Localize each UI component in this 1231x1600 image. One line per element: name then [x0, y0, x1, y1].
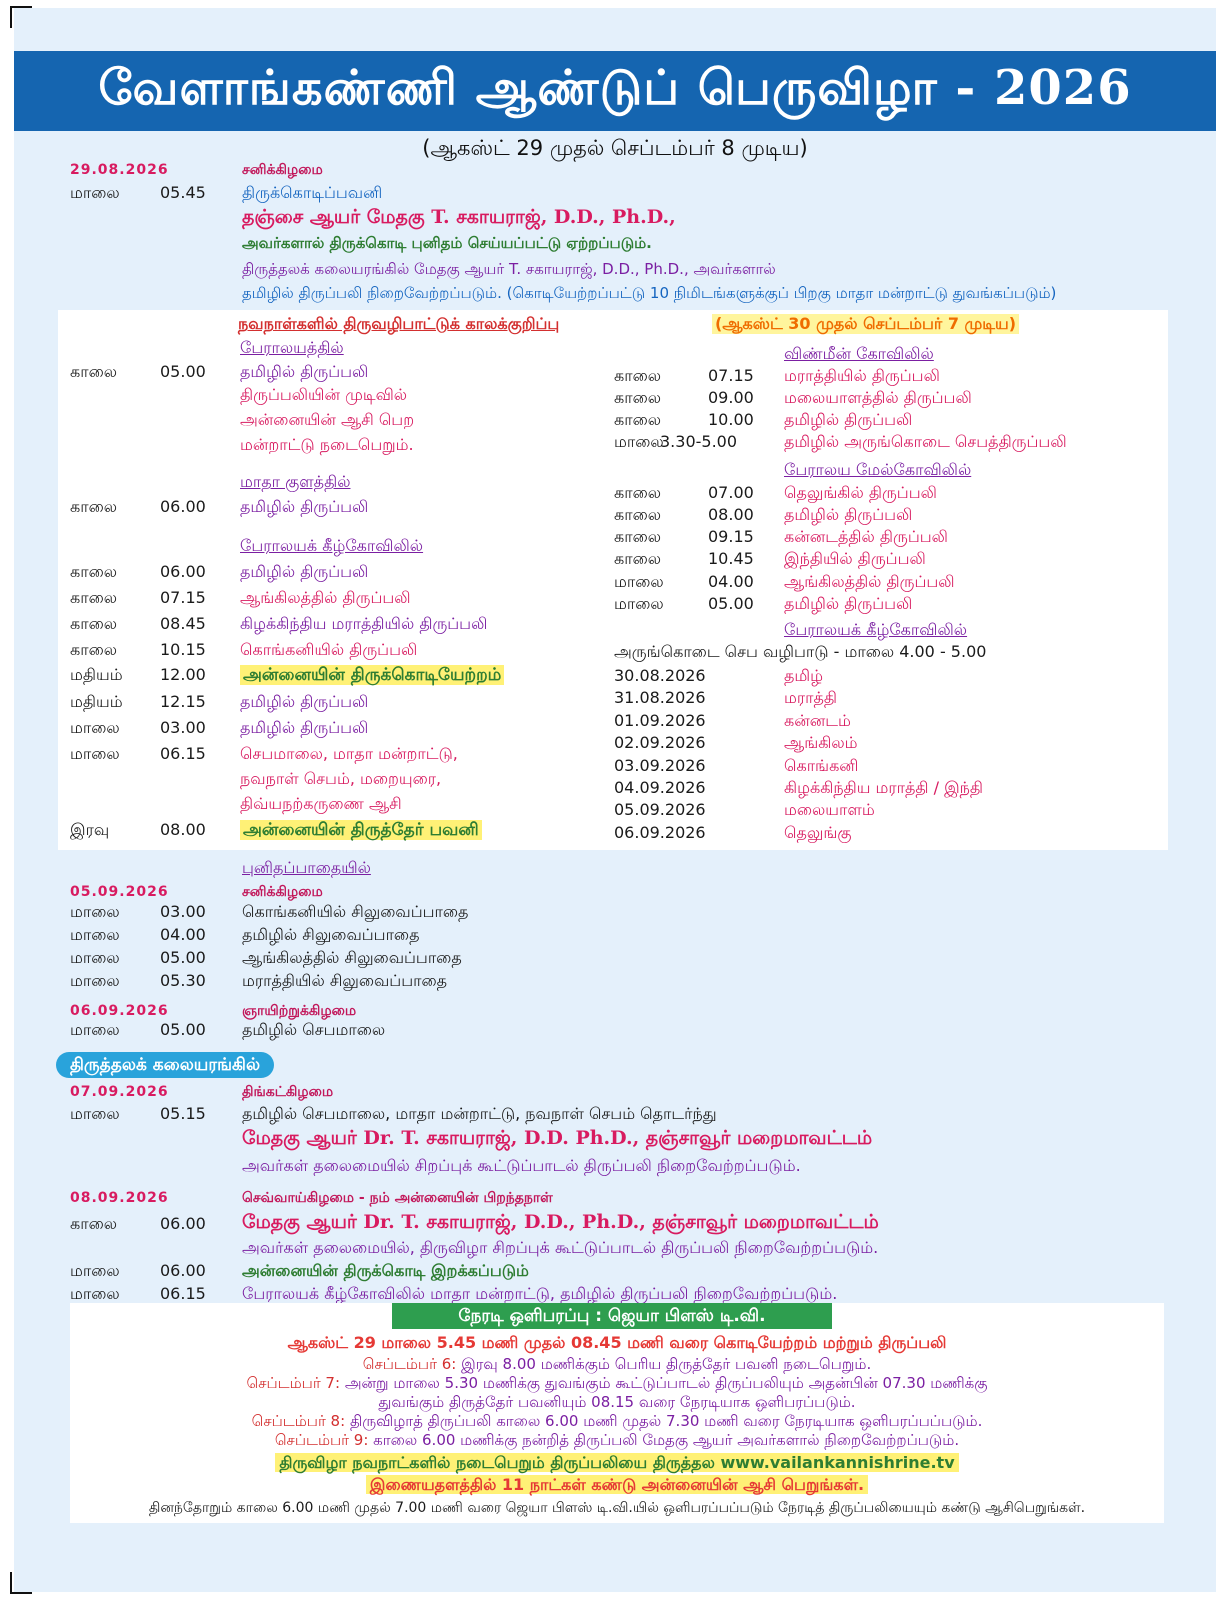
day1-line2: அவர்களால் திருக்கொடி புனிதம் செய்யப்பட்டு ஏற்றப்படும். — [242, 234, 652, 252]
date-label: செப்டம்பர் 6: — [362, 1355, 457, 1373]
time-value: 09.15 — [708, 527, 754, 546]
event-text: தமிழில் செபமாலை, மாதா மன்றாட்டு, நவநாள் செபம் தொடர்ந்து — [242, 1104, 717, 1123]
time-value: 06.00 — [160, 1214, 206, 1233]
date-label: செப்டம்பர் 7: — [246, 1374, 341, 1392]
website-note: இணையதளத்தில் 11 நாட்கள் கண்டு அன்னையின் ஆசி பெறுங்கள். — [366, 1475, 868, 1494]
language-date: 02.09.2026 — [614, 733, 706, 752]
day1-day: சனிக்கிழமை — [242, 162, 323, 178]
flag-hoisting-highlight: அன்னையின் திருக்கொடியேற்றம் — [240, 665, 504, 685]
time-label: காலை — [614, 505, 662, 524]
page-subtitle: (ஆகஸ்ட் 29 முதல் செப்டம்பர் 8 முடிய) — [422, 136, 808, 160]
novena-range: (ஆகஸ்ட் 30 முதல் செப்டம்பர் 7 முடிய) — [712, 314, 1019, 334]
broadcast-aug29: ஆகஸ்ட் 29 மாலை 5.45 மணி முதல் 08.45 மணி வரை கொடியேற்றம் மற்றும் திருப்பலி — [287, 1333, 947, 1352]
festival-poster — [14, 8, 1216, 1592]
time-value: 10.15 — [160, 640, 206, 659]
broadcast-sep7 — [70, 1374, 1164, 1393]
time-value: 05.15 — [160, 1104, 206, 1123]
website-line-2 — [70, 1475, 1164, 1495]
time-label: காலை — [70, 614, 118, 633]
date-label: செப்டம்பர் 9: — [274, 1431, 369, 1449]
day1-bishop-line: தஞ்சை ஆயர் மேதகு T. சகாயராஜ், D.D., Ph.D., — [242, 206, 676, 228]
auditorium-bishop-line: மேதகு ஆயர் Dr. T. சகாயராஜ், D.D. Ph.D., தஞ்சாவூர் மறைமாவட்டம் — [242, 1127, 873, 1149]
time-value: 06.00 — [160, 562, 206, 581]
broadcast-box — [70, 1303, 1164, 1523]
time-value: 07.15 — [160, 588, 206, 607]
title-banner — [14, 51, 1216, 131]
broadcast-sep6 — [70, 1355, 1164, 1374]
time-label: காலை — [614, 483, 662, 502]
time-value: 05.00 — [708, 594, 754, 613]
basilica-note: அன்னையின் ஆசி பெற — [240, 410, 415, 429]
mass-text: தமிழில் அருங்கொடை செபத்திருப்பலி — [784, 432, 1067, 451]
event-text: அன்னையின் திருக்கொடி இறக்கப்படும் — [242, 1261, 529, 1280]
novena-schedule-box — [58, 310, 1168, 850]
time-value: 07.15 — [708, 366, 754, 385]
language-name: தெலுங்கு — [784, 823, 852, 842]
date: 07.09.2026 — [70, 1084, 169, 1100]
mass-text: தமிழில் திருப்பலி — [784, 505, 913, 524]
time-label: காலை — [614, 527, 662, 546]
lower-church-heading: பேராலயக் கீழ்கோவிலில் — [240, 536, 424, 555]
mass-text: ஆங்கிலத்தில் திருப்பலி — [784, 572, 955, 591]
language-date: 05.09.2026 — [614, 800, 706, 819]
time-value: 06.00 — [160, 1261, 206, 1280]
time-value: 03.00 — [160, 902, 206, 921]
date: 06.09.2026 — [70, 1003, 169, 1019]
day: சனிக்கிழமை — [242, 884, 323, 900]
time-value: 05.00 — [160, 362, 206, 381]
basilica-heading: பேராலயத்தில் — [240, 338, 344, 357]
tank-heading: மாதா குளத்தில் — [240, 472, 351, 491]
holy-path-heading: புனிதப்பாதையில் — [242, 858, 371, 877]
time-label: காலை — [614, 388, 662, 407]
mass-text: மலையாளத்தில் திருப்பலி — [784, 388, 972, 407]
time-value: 06.15 — [160, 744, 206, 763]
time-label: மதியம் — [70, 692, 123, 711]
day: ஞாயிற்றுக்கிழமை — [242, 1003, 357, 1019]
time-label: காலை — [70, 588, 118, 607]
mass-text: இந்தியில் திருப்பலி — [784, 549, 926, 568]
time-value: 05.45 — [160, 183, 206, 202]
mass-text: தமிழில் திருப்பலி — [240, 562, 369, 581]
event-text: ஆங்கிலத்தில் சிலுவைப்பாதை — [242, 948, 462, 967]
time-label: காலை — [70, 497, 118, 516]
day: திங்கட்கிழமை — [242, 1084, 334, 1100]
date-label: செப்டம்பர் 8: — [251, 1412, 346, 1430]
language-date: 06.09.2026 — [614, 823, 706, 842]
time-label: மாலை — [614, 594, 664, 613]
day1-line3: திருத்தலக் கலையரங்கில் மேதகு ஆயர் T. சகாயராஜ், D.D., Ph.D., அவர்களால் — [242, 260, 776, 278]
time-value: 06.00 — [160, 497, 206, 516]
time-label: மாலை — [614, 432, 664, 451]
time-label: மாலை — [70, 1261, 120, 1280]
auditorium-pill: திருத்தலக் கலையரங்கில் — [56, 1052, 274, 1078]
time-label: காலை — [614, 366, 662, 385]
daily-broadcast: தினந்தோறும் காலை 6.00 மணி முதல் 7.00 மணி வரை ஜெயா பிளஸ் டி.வி.யில் ஒளிபரப்பப்படும் நேரடித் திருப்பலியையும் கண்டு ஆசிபெறுங்கள். — [148, 1500, 1086, 1516]
time-value: 05.00 — [160, 1020, 206, 1039]
novena-heading: நவநாள்களில் திருவழிபாட்டுக் காலக்குறிப்பு — [238, 314, 560, 333]
time-label: மாலை — [70, 925, 120, 944]
time-value: 03.00 — [160, 718, 206, 737]
upper-church-heading: பேராலய மேல்கோவிலில் — [784, 460, 972, 479]
mass-text: கிழக்கிந்திய மராத்தியில் திருப்பலி — [240, 614, 488, 633]
broadcast-sep9 — [70, 1431, 1164, 1450]
time-value: 09.00 — [708, 388, 754, 407]
time-label: மாலை — [70, 948, 120, 967]
mass-text: கொங்கனியில் திருப்பலி — [240, 640, 418, 659]
auditorium-note: அவர்கள் தலைமையில் சிறப்புக் கூட்டுப்பாடல் திருப்பலி நிறைவேற்றப்படும். — [242, 1156, 801, 1175]
time-label: மாலை — [70, 1284, 120, 1303]
time-label: இரவு — [70, 820, 110, 839]
mass-text: தமிழில் திருப்பலி — [784, 410, 913, 429]
day1-line4: தமிழில் திருப்பலி நிறைவேற்றப்படும். (கொடியேற்றப்பட்டு 10 நிமிடங்களுக்குப் பிறகு மாதா மன்றாட்டு துவங்கப்படும்) — [242, 284, 1057, 302]
event-text: தமிழில் சிலுவைப்பாதை — [242, 925, 420, 944]
day1-date: 29.08.2026 — [70, 162, 169, 178]
basilica-note: திருப்பலியின் முடிவில் — [240, 385, 408, 404]
language-name: தமிழ் — [784, 666, 824, 685]
time-label: காலை — [70, 362, 118, 381]
broadcast-sep7-cont: துவங்கும் திருத்தேர் பவனியும் 08.15 வரை நேரடியாக ஒளிபரப்படும். — [378, 1393, 856, 1411]
language-date: 04.09.2026 — [614, 778, 706, 797]
time-value: 10.00 — [708, 410, 754, 429]
time-value: 05.30 — [160, 971, 206, 990]
event-text: திருக்கொடிப்பவனி — [242, 183, 383, 202]
time-value: 12.15 — [160, 692, 206, 711]
time-label: மாலை — [614, 572, 664, 591]
language-name: கன்னடம் — [784, 711, 851, 730]
mass-text: தெலுங்கில் திருப்பலி — [784, 483, 937, 502]
broadcast-text: திருவிழாத் திருப்பலி காலை 6.00 மணி முதல் 7.30 மணி வரை நேரடியாக ஒளிபரப்பப்படும். — [349, 1412, 983, 1430]
time-label: மாலை — [70, 183, 120, 202]
language-name: மராத்தி — [784, 688, 838, 707]
broadcast-sep8 — [70, 1412, 1164, 1431]
time-label: மாலை — [70, 902, 120, 921]
auditorium-bishop-line: மேதகு ஆயர் Dr. T. சகாயராஜ், D.D., Ph.D., தஞ்சாவூர் மறைமாவட்டம் — [242, 1211, 879, 1233]
time-label: மாலை — [70, 1104, 120, 1123]
time-label: மாலை — [70, 971, 120, 990]
time-label: காலை — [70, 640, 118, 659]
time-label: காலை — [614, 549, 662, 568]
time-value: 06.15 — [160, 1284, 206, 1303]
mass-text: கன்னடத்தில் திருப்பலி — [784, 527, 948, 546]
website-line — [70, 1453, 1164, 1473]
broadcast-text: காலை 6.00 மணிக்கு நன்றித் திருப்பலி மேதகு ஆயர் அவர்களால் நிறைவேற்றப்படும். — [373, 1431, 960, 1449]
mass-text: தமிழில் திருப்பலி — [784, 594, 913, 613]
time-value: 07.00 — [708, 483, 754, 502]
date: 08.09.2026 — [70, 1190, 169, 1206]
time-value: 08.45 — [160, 614, 206, 633]
star-church-heading: விண்மீன் கோவிலில் — [784, 344, 934, 363]
website-link[interactable]: திருவிழா நவநாட்களில் நடைபெறும் திருப்பலியை திருத்தல www.vailankannishrine.tv — [275, 1453, 958, 1472]
page-title: வேளாங்கண்ணி ஆண்டுப் பெருவிழா - 2026 — [98, 60, 1132, 116]
mass-text: தமிழில் திருப்பலி — [240, 497, 369, 516]
live-broadcast-label: நேரடி ஒளிபரப்பு : ஜெயா பிளஸ் டி.வி. — [392, 1303, 832, 1329]
time-value: 04.00 — [160, 925, 206, 944]
event-text: மராத்தியில் சிலுவைப்பாதை — [242, 971, 448, 990]
time-label: மாலை — [70, 744, 120, 763]
auditorium-note: அவர்கள் தலைமையில், திருவிழா சிறப்புக் கூட்டுப்பாடல் திருப்பலி நிறைவேற்றப்படும். — [242, 1238, 879, 1257]
event-text: பேராலயக் கீழ்கோவிலில் மாதா மன்றாட்டு, தமிழில் திருப்பலி நிறைவேற்றப்படும். — [242, 1284, 838, 1303]
language-name: கிழக்கிந்திய மராத்தி / இந்தி — [784, 778, 984, 797]
mass-text: ஆங்கிலத்தில் திருப்பலி — [240, 588, 411, 607]
lower-church-heading-right: பேராலயக் கீழ்கோவிலில் — [784, 620, 968, 639]
chariot-procession-highlight: அன்னையின் திருத்தேர் பவனி — [240, 820, 482, 840]
time-label: காலை — [614, 410, 662, 429]
mass-text: செபமாலை, மாதா மன்றாட்டு, — [240, 744, 458, 763]
time-label: காலை — [70, 562, 118, 581]
lower-note: நவநாள் செபம், மறையுரை, — [240, 769, 442, 788]
time-label: மதியம் — [70, 665, 123, 684]
language-date: 31.08.2026 — [614, 688, 706, 707]
time-value: 12.00 — [160, 665, 206, 684]
charismatic-prayer: அருங்கொடை செப வழிபாடு - மாலை 4.00 - 5.00 — [614, 642, 987, 661]
event-text: தமிழில் செபமாலை — [242, 1020, 386, 1039]
time-label: காலை — [70, 1214, 118, 1233]
broadcast-text: இரவு 8.00 மணிக்கும் பெரிய திருத்தேர் பவனி நடைபெறும். — [461, 1355, 872, 1373]
time-value: 04.00 — [708, 572, 754, 591]
language-name: கொங்கனி — [784, 756, 859, 775]
date: 05.09.2026 — [70, 884, 169, 900]
language-name: ஆங்கிலம் — [784, 733, 858, 752]
time-value: 05.00 — [160, 948, 206, 967]
time-label: மாலை — [70, 1020, 120, 1039]
time-value: 08.00 — [160, 820, 206, 839]
language-name: மலையாளம் — [784, 800, 875, 819]
basilica-note: மன்றாட்டு நடைபெறும். — [240, 435, 414, 454]
language-date: 01.09.2026 — [614, 711, 706, 730]
time-label: மாலை — [70, 718, 120, 737]
mass-text: மராத்தியில் திருப்பலி — [784, 366, 940, 385]
time-value: 10.45 — [708, 549, 754, 568]
language-date: 30.08.2026 — [614, 666, 706, 685]
language-date: 03.09.2026 — [614, 756, 706, 775]
lower-note: திவ்யநற்கருணை ஆசி — [240, 794, 402, 813]
mass-text: தமிழில் திருப்பலி — [240, 362, 369, 381]
broadcast-text: அன்று மாலை 5.30 மணிக்கு துவங்கும் கூட்டுப்பாடல் திருப்பலியும் அதன்பின் 07.30 மணிக்கு — [344, 1374, 988, 1392]
day: செவ்வாய்கிழமை - நம் அன்னையின் பிறந்தநாள் — [242, 1190, 553, 1206]
mass-text: தமிழில் திருப்பலி — [240, 718, 369, 737]
mass-text: தமிழில் திருப்பலி — [240, 692, 369, 711]
time-value: 3.30-5.00 — [660, 432, 738, 451]
event-text: கொங்கனியில் சிலுவைப்பாதை — [242, 902, 469, 921]
time-value: 08.00 — [708, 505, 754, 524]
